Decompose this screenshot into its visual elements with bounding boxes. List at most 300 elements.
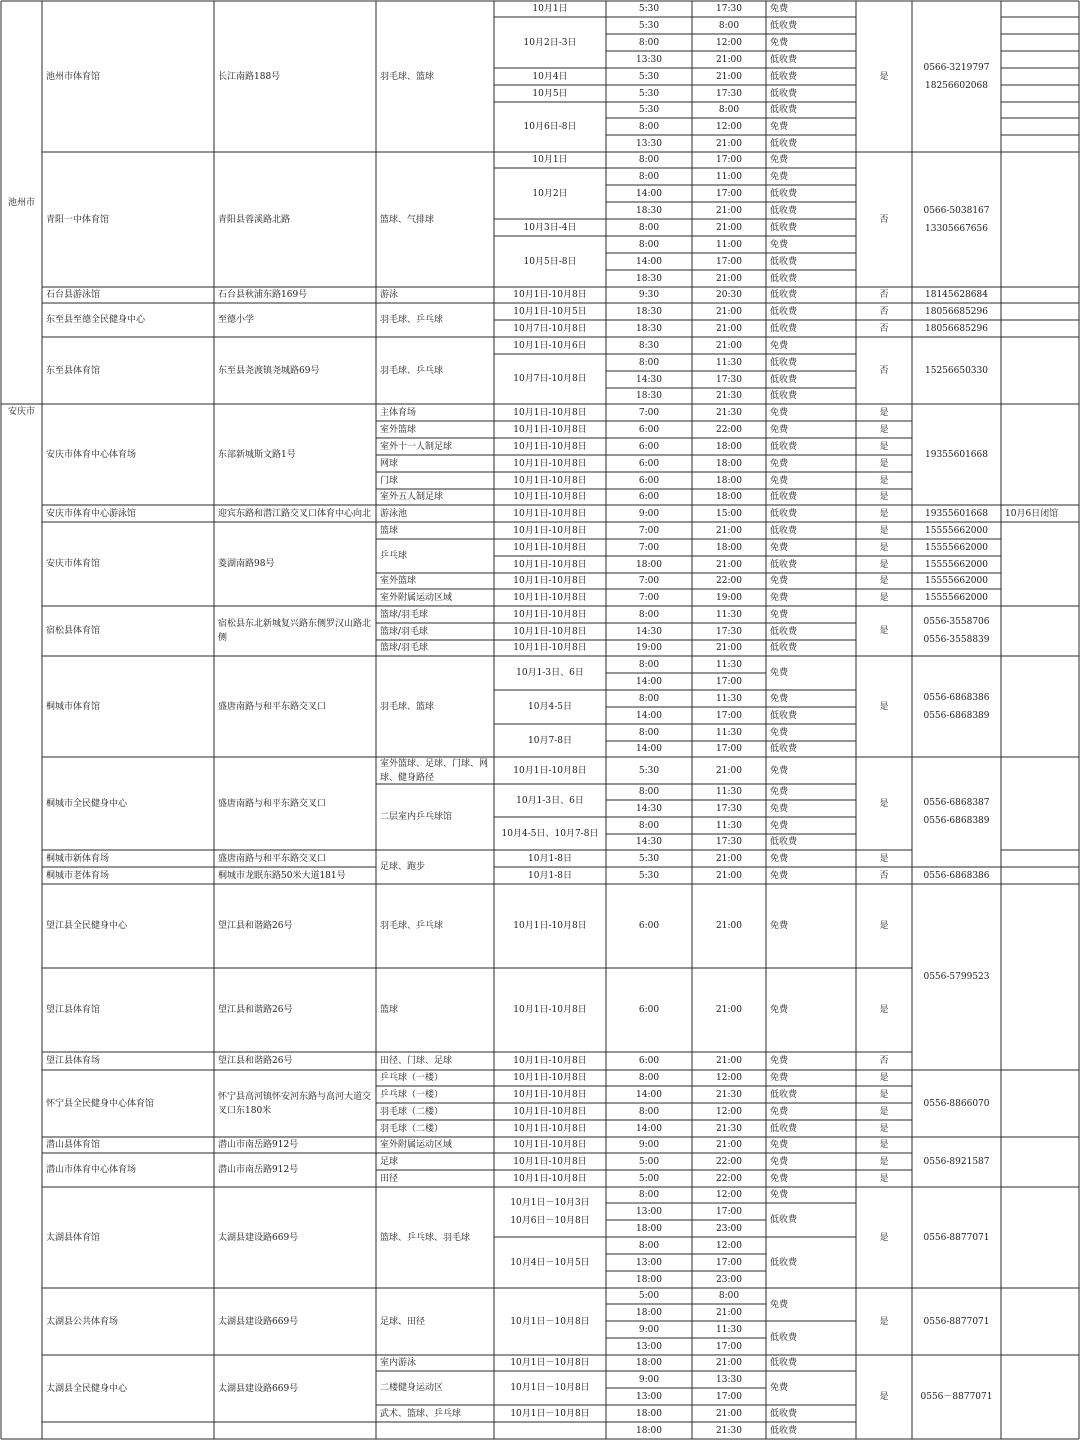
fee-cell: 免费 — [770, 921, 789, 931]
close-time-cell: 21:00 — [716, 323, 742, 334]
sport-cell: 主体育场 — [380, 407, 417, 418]
fee-cell: 低收费 — [770, 1333, 798, 1343]
venue-address-cell: 潜山市南岳路912号 — [218, 1165, 299, 1175]
sport-cell: 二楼健身运动区 — [380, 1383, 444, 1393]
sport-cell: 篮球、乒乓球、羽毛球 — [380, 1232, 471, 1243]
close-time-cell: 18:00 — [716, 458, 742, 469]
close-time-cell: 11:30 — [716, 609, 742, 620]
date-range-cell: 10月1日-10月8日 — [513, 508, 587, 519]
close-time-cell: 8:00 — [718, 105, 740, 115]
open-time-cell: 18:00 — [636, 1307, 662, 1318]
fee-cell: 免费 — [770, 693, 789, 704]
reservation-cell: 否 — [879, 290, 889, 300]
close-time-cell: 21:00 — [716, 340, 742, 351]
sport-cell: 羽毛球、篮球 — [380, 701, 435, 712]
date-range-cell: 10月1日-10月8日 — [513, 542, 587, 553]
open-time-cell: 14:00 — [636, 1089, 662, 1100]
date-range-cell: 10月1日-10月8日 — [513, 1106, 587, 1117]
close-time-cell: 21:00 — [716, 853, 742, 864]
open-time-cell: 9:00 — [638, 508, 660, 519]
phone-cell: 15555662000 — [925, 576, 988, 586]
close-time-cell: 11:00 — [716, 171, 742, 182]
open-time-cell: 18:00 — [636, 1408, 662, 1419]
open-time-cell: 18:30 — [636, 306, 662, 317]
date-range-cell: 10月1日-10月8日 — [513, 407, 587, 418]
open-time-cell: 5:30 — [638, 765, 660, 776]
date-range-cell: 10月1日－10月8日 — [510, 1383, 590, 1393]
fee-cell: 低收费 — [770, 374, 798, 385]
date-range-cell: 10月1日-10月8日 — [513, 424, 587, 435]
close-time-cell: 17:00 — [716, 676, 742, 687]
close-time-cell: 21:30 — [716, 1123, 742, 1134]
open-time-cell: 7:00 — [638, 525, 660, 536]
close-time-cell: 11:30 — [716, 357, 742, 368]
date-range-cell: 10月2日 — [532, 188, 568, 199]
fee-cell: 低收费 — [770, 323, 798, 334]
sport-cell: 篮球、气排球 — [380, 214, 435, 225]
fee-cell: 低收费 — [770, 1257, 798, 1268]
reservation-cell: 是 — [879, 1316, 889, 1327]
date-range-cell: 10月1日 — [532, 4, 568, 14]
open-time-cell: 8:00 — [638, 121, 660, 132]
open-time-cell: 18:30 — [636, 323, 662, 334]
phone-cell: 19355601668 — [925, 508, 988, 519]
venue-address-cell: 望江县和谐路26号 — [218, 921, 293, 931]
open-time-cell: 5:30 — [638, 20, 660, 31]
open-time-cell: 8:00 — [638, 1240, 660, 1251]
close-time-cell: 17:00 — [716, 1391, 742, 1402]
fee-cell: 低收费 — [770, 1408, 798, 1419]
venue-address-cell: 太湖县建设路669号 — [218, 1316, 299, 1327]
date-range-cell: 10月6日-8日 — [523, 122, 577, 132]
fee-cell: 低收费 — [770, 306, 798, 317]
close-time-cell: 12:00 — [716, 1240, 742, 1251]
date-range-cell: 10月1日-10月8日 — [513, 1073, 587, 1083]
date-range-cell: 10月1-3日、6日 — [516, 668, 584, 678]
fee-cell: 免费 — [770, 458, 789, 469]
reservation-cell: 是 — [879, 424, 889, 435]
open-time-cell: 14:30 — [636, 837, 662, 847]
close-time-cell: 21:00 — [716, 643, 742, 653]
fee-cell: 免费 — [770, 576, 789, 586]
fee-cell: 低收费 — [770, 559, 798, 570]
venue-name-cell: 桐城市新体育场 — [46, 853, 110, 864]
fee-cell: 免费 — [770, 1156, 789, 1167]
close-time-cell: 12:00 — [716, 1106, 742, 1117]
fee-cell: 低收费 — [770, 138, 798, 149]
fee-cell: 免费 — [770, 407, 789, 418]
date-range-cell: 10月2日-3日 — [523, 37, 577, 48]
open-time-cell: 9:30 — [638, 290, 660, 300]
phone-cell: 0556-6868386 — [923, 870, 990, 881]
open-time-cell: 18:00 — [636, 559, 662, 570]
venue-name-cell: 池州市体育馆 — [46, 71, 101, 82]
venue-name-cell: 安庆市体育馆 — [46, 559, 101, 569]
date-range-cell: 10月1日-10月8日 — [513, 492, 587, 502]
close-time-cell: 15:00 — [716, 508, 742, 519]
sport-cell: 篮球/羽毛球 — [380, 626, 429, 637]
reservation-cell: 否 — [879, 214, 889, 225]
close-time-cell: 22:00 — [716, 424, 742, 435]
open-time-cell: 8:00 — [638, 222, 660, 233]
close-time-cell: 21:00 — [716, 222, 742, 233]
sport-cell: 足球 — [380, 1156, 399, 1167]
open-time-cell: 5:00 — [638, 1156, 660, 1167]
date-range-cell: 10月1日－10月3日 10月6日－10月8日 — [510, 1198, 590, 1226]
close-time-cell: 21:00 — [716, 1140, 742, 1150]
sport-cell: 室外篮球、足球、门球、网球、健身路径 — [380, 758, 489, 783]
reservation-cell: 是 — [879, 1232, 889, 1243]
open-time-cell: 13:00 — [636, 1206, 662, 1217]
fee-cell: 低收费 — [770, 357, 798, 368]
date-range-cell: 10月4日－10月5日 — [510, 1257, 590, 1268]
sport-cell: 田径 — [380, 1173, 399, 1184]
date-range-cell: 10月1日-10月6日 — [513, 340, 587, 351]
fee-cell: 免费 — [770, 853, 789, 864]
venue-address-cell: 桐城市龙眠东路50米大道181号 — [218, 870, 346, 881]
fee-cell: 免费 — [770, 592, 789, 603]
venue-name-cell: 安庆市体育中心游泳馆 — [46, 508, 137, 519]
date-range-cell: 10月7日-10月8日 — [513, 374, 587, 384]
close-time-cell: 18:00 — [716, 441, 742, 452]
open-time-cell: 8:00 — [638, 609, 660, 620]
fee-cell: 低收费 — [770, 1089, 798, 1100]
venue-address-cell: 望江县和谐路26号 — [218, 1056, 293, 1066]
fee-cell: 免费 — [770, 870, 789, 881]
close-time-cell: 23:00 — [716, 1274, 742, 1285]
reservation-cell: 是 — [879, 1005, 889, 1015]
fee-cell: 免费 — [770, 727, 789, 738]
sport-cell: 室外附属运动区域 — [380, 592, 453, 603]
phone-cell: 0556-5799523 — [923, 972, 990, 982]
phone-cell: 0556-8866070 — [923, 1098, 990, 1109]
open-time-cell: 8:00 — [638, 659, 660, 670]
open-time-cell: 6:00 — [638, 1005, 660, 1015]
fee-cell: 低收费 — [770, 508, 798, 519]
sport-cell: 篮球/羽毛球 — [380, 609, 429, 620]
close-time-cell: 11:30 — [716, 820, 742, 831]
open-time-cell: 9:00 — [638, 1324, 660, 1335]
phone-cell: 18056685296 — [925, 323, 988, 334]
close-time-cell: 22:00 — [716, 576, 742, 586]
date-range-cell: 10月5日-8日 — [523, 256, 577, 267]
venue-name-cell: 东至县至德全民健身中心 — [46, 315, 146, 325]
reservation-cell: 是 — [879, 542, 889, 553]
note-cell: 10月6日闭馆 — [1005, 508, 1059, 519]
reservation-cell: 否 — [879, 1056, 889, 1066]
close-time-cell: 17:30 — [716, 837, 742, 847]
date-range-cell: 10月1日-10月8日 — [513, 1173, 587, 1184]
date-range-cell: 10月1日-10月8日 — [513, 643, 587, 653]
open-time-cell: 7:00 — [638, 576, 660, 586]
close-time-cell: 11:30 — [716, 659, 742, 670]
open-time-cell: 14:00 — [636, 710, 662, 721]
open-time-cell: 5:30 — [638, 870, 660, 881]
fee-cell: 免费 — [770, 542, 789, 553]
open-time-cell: 18:00 — [636, 1274, 662, 1285]
fee-cell: 低收费 — [770, 222, 798, 233]
date-range-cell: 10月1日-10月8日 — [513, 458, 587, 469]
fee-cell: 低收费 — [770, 105, 798, 115]
sport-cell: 羽毛球、乒乓球 — [380, 365, 444, 376]
fee-cell: 低收费 — [770, 643, 798, 653]
open-time-cell: 5:30 — [638, 71, 660, 82]
close-time-cell: 11:30 — [716, 693, 742, 704]
reservation-cell: 是 — [879, 458, 889, 469]
open-time-cell: 18:00 — [636, 1223, 662, 1234]
close-time-cell: 18:00 — [716, 475, 742, 486]
venue-address-cell: 菱湖南路98号 — [218, 559, 275, 569]
close-time-cell: 21:00 — [716, 1005, 742, 1015]
sport-cell: 二层室内乒乓球馆 — [380, 812, 453, 822]
date-range-cell: 10月1日-10月8日 — [513, 1056, 587, 1066]
open-time-cell: 8:00 — [638, 693, 660, 704]
date-range-cell: 10月1日-10月8日 — [513, 475, 587, 486]
close-time-cell: 21:00 — [716, 1307, 742, 1318]
reservation-cell: 是 — [879, 1392, 889, 1402]
reservation-cell: 是 — [879, 1173, 889, 1184]
close-time-cell: 13:30 — [716, 1374, 742, 1385]
close-time-cell: 21:00 — [716, 1408, 742, 1419]
open-time-cell: 14:00 — [636, 744, 662, 754]
date-range-cell: 10月1日-10月8日 — [513, 1156, 587, 1167]
close-time-cell: 21:00 — [716, 1056, 742, 1066]
reservation-cell: 否 — [879, 323, 889, 334]
venue-name-cell: 潜山县体育馆 — [46, 1140, 101, 1150]
close-time-cell: 23:00 — [716, 1223, 742, 1234]
open-time-cell: 9:00 — [638, 1140, 660, 1150]
venue-address-cell: 至德小学 — [218, 315, 255, 325]
close-time-cell: 12:00 — [716, 1073, 742, 1083]
close-time-cell: 18:00 — [716, 492, 742, 502]
date-range-cell: 10月1日－10月8日 — [510, 1358, 590, 1368]
sport-cell: 游泳池 — [380, 508, 408, 519]
open-time-cell: 14:00 — [636, 676, 662, 687]
reservation-cell: 是 — [879, 1089, 889, 1100]
reservation-cell: 是 — [879, 441, 889, 452]
phone-cell: 0556-3558706 0556-3558839 — [923, 617, 990, 645]
fee-cell: 低收费 — [770, 71, 798, 82]
open-time-cell: 9:00 — [638, 1374, 660, 1385]
fee-cell: 低收费 — [770, 1358, 798, 1368]
close-time-cell: 11:00 — [716, 239, 742, 250]
sport-cell: 篮球/羽毛球 — [380, 643, 429, 653]
date-range-cell: 10月7-8日 — [528, 735, 572, 746]
close-time-cell: 21:00 — [716, 54, 742, 65]
phone-cell: 0556-8877071 — [923, 1232, 990, 1243]
venue-name-cell: 东至县体育馆 — [46, 365, 101, 376]
close-time-cell: 21:00 — [716, 870, 742, 881]
open-time-cell: 5:30 — [638, 105, 660, 115]
close-time-cell: 8:00 — [718, 1291, 740, 1301]
fee-cell: 低收费 — [770, 256, 798, 267]
date-range-cell: 10月1日-10月8日 — [513, 559, 587, 570]
fee-cell: 免费 — [770, 1299, 789, 1310]
sport-cell: 羽毛球、乒乓球 — [380, 921, 444, 931]
date-range-cell: 10月1-3日、6日 — [516, 795, 584, 806]
phone-cell: 0556-8921587 — [923, 1157, 990, 1167]
venue-address-cell: 青阳县蓉溪路北路 — [218, 214, 291, 225]
sport-cell: 羽毛球（二楼） — [380, 1123, 444, 1134]
close-time-cell: 17:30 — [716, 626, 742, 637]
date-range-cell: 10月5日 — [532, 88, 568, 99]
sport-cell: 乒乓球 — [380, 551, 408, 561]
fee-cell: 免费 — [770, 340, 789, 351]
open-time-cell: 8:00 — [638, 787, 660, 797]
close-time-cell: 21:00 — [716, 765, 742, 776]
phone-cell: 18145628684 — [925, 290, 988, 300]
venue-address-cell: 石台县秋浦东路169号 — [218, 290, 308, 300]
date-range-cell: 10月1日－10月8日 — [510, 1408, 590, 1419]
open-time-cell: 6:00 — [638, 458, 660, 469]
close-time-cell: 17:00 — [716, 1257, 742, 1268]
sport-cell: 室内游泳 — [380, 1358, 417, 1368]
close-time-cell: 17:30 — [716, 374, 742, 385]
fee-cell: 免费 — [770, 609, 789, 620]
open-time-cell: 13:30 — [636, 138, 662, 149]
venue-address-cell: 长江南路188号 — [218, 71, 281, 82]
open-time-cell: 6:00 — [638, 424, 660, 435]
close-time-cell: 17:00 — [716, 1206, 742, 1217]
reservation-cell: 是 — [879, 853, 889, 864]
sport-cell: 篮球 — [380, 525, 399, 536]
venue-address-cell: 宿松县东北新城复兴路东侧罗汉山路北侧 — [218, 619, 372, 643]
date-range-cell: 10月1日-10月8日 — [513, 1089, 587, 1100]
phone-cell: 0556－8877071 — [920, 1392, 993, 1402]
venue-name-cell: 望江县体育场 — [46, 1056, 101, 1066]
sport-cell: 足球、跑步 — [380, 862, 426, 872]
venue-address-cell: 望江县和谐路26号 — [218, 1005, 293, 1015]
date-range-cell: 10月1日－10月8日 — [510, 1316, 590, 1327]
close-time-cell: 21:30 — [716, 1089, 742, 1100]
phone-cell: 15555662000 — [925, 559, 988, 570]
close-time-cell: 21:00 — [716, 205, 742, 216]
fee-cell: 低收费 — [770, 205, 798, 216]
open-time-cell: 8:00 — [638, 1073, 660, 1083]
close-time-cell: 21:00 — [716, 1358, 742, 1368]
open-time-cell: 18:00 — [636, 1358, 662, 1368]
open-time-cell: 6:00 — [638, 492, 660, 502]
date-range-cell: 10月1日-10月8日 — [513, 921, 587, 931]
fee-cell: 免费 — [770, 171, 789, 182]
venue-name-cell: 安庆市体育中心体育场 — [46, 449, 137, 460]
close-time-cell: 17:00 — [716, 188, 742, 199]
fee-cell: 低收费 — [770, 290, 798, 300]
open-time-cell: 5:30 — [638, 853, 660, 864]
close-time-cell: 17:00 — [716, 1341, 742, 1352]
reservation-cell: 是 — [879, 525, 889, 536]
venue-name-cell: 潜山市体育中心体育场 — [46, 1165, 137, 1175]
open-time-cell: 18:00 — [636, 1425, 662, 1436]
venue-address-cell: 怀宁县高河镇怀安河东路与高河大道交叉口东180米 — [218, 1091, 372, 1116]
sport-cell: 羽毛球、篮球 — [380, 71, 435, 82]
open-time-cell: 8:00 — [638, 37, 660, 48]
reservation-cell: 否 — [879, 306, 889, 317]
venue-name-cell: 桐城市体育馆 — [46, 701, 101, 712]
close-time-cell: 21:30 — [716, 407, 742, 418]
fee-cell: 免费 — [770, 1190, 789, 1200]
city-cell: 安庆市 — [7, 407, 35, 417]
date-range-cell: 10月4日 — [532, 71, 568, 82]
open-time-cell: 7:00 — [638, 407, 660, 418]
open-time-cell: 13:00 — [636, 1257, 662, 1268]
open-time-cell: 8:00 — [638, 727, 660, 738]
venue-address-cell: 东至县尧渡镇尧城路69号 — [218, 365, 320, 376]
open-time-cell: 8:30 — [638, 340, 660, 351]
venue-address-cell: 潜山市南岳路912号 — [218, 1140, 299, 1150]
date-range-cell: 10月7日-10月8日 — [513, 323, 587, 334]
sport-cell: 室外附属运动区域 — [380, 1140, 453, 1150]
venue-address-cell: 太湖县建设路669号 — [218, 1383, 299, 1394]
sport-cell: 室外篮球 — [380, 424, 417, 435]
open-time-cell: 14:00 — [636, 188, 662, 199]
reservation-cell: 是 — [879, 798, 889, 809]
close-time-cell: 12:00 — [716, 1190, 742, 1200]
close-time-cell: 8:00 — [718, 20, 740, 31]
open-time-cell: 19:00 — [636, 643, 662, 653]
open-time-cell: 18:30 — [636, 273, 662, 284]
fee-cell: 低收费 — [770, 20, 798, 31]
close-time-cell: 11:30 — [716, 727, 742, 738]
venue-name-cell: 石台县游泳馆 — [46, 290, 101, 300]
close-time-cell: 22:00 — [716, 1156, 742, 1167]
phone-cell: 15555662000 — [925, 542, 988, 553]
open-time-cell: 8:00 — [638, 239, 660, 250]
date-range-cell: 10月1日-10月8日 — [513, 1123, 587, 1134]
reservation-cell: 是 — [879, 921, 889, 931]
venue-name-cell: 桐城市全民健身中心 — [46, 798, 128, 809]
open-time-cell: 8:00 — [638, 171, 660, 182]
reservation-cell: 是 — [879, 1123, 889, 1134]
date-range-cell: 10月4-5日 — [528, 702, 572, 712]
phone-cell: 19355601668 — [925, 449, 988, 460]
phone-cell: 0556-8877071 — [923, 1316, 990, 1327]
fee-cell: 低收费 — [770, 710, 798, 721]
open-time-cell: 5:30 — [638, 4, 660, 14]
date-range-cell: 10月1日-10月8日 — [513, 1005, 587, 1015]
reservation-cell: 是 — [879, 626, 889, 636]
close-time-cell: 18:00 — [716, 542, 742, 553]
open-time-cell: 6:00 — [638, 1056, 660, 1066]
close-time-cell: 17:30 — [716, 803, 742, 814]
close-time-cell: 22:00 — [716, 1173, 742, 1184]
fee-cell: 免费 — [770, 155, 789, 165]
phone-cell: 15555662000 — [925, 525, 988, 536]
date-range-cell: 10月1日-10月8日 — [513, 626, 587, 637]
fee-cell: 低收费 — [770, 441, 798, 452]
fee-cell: 低收费 — [770, 273, 798, 284]
close-time-cell: 11:30 — [716, 1324, 742, 1335]
close-time-cell: 21:00 — [716, 525, 742, 536]
open-time-cell: 5:00 — [638, 1291, 660, 1301]
date-range-cell: 10月1-8日 — [528, 870, 572, 881]
close-time-cell: 20:30 — [716, 290, 742, 300]
date-range-cell: 10月4-5日、10月7-8日 — [501, 828, 599, 839]
reservation-cell: 是 — [879, 492, 889, 502]
venue-address-cell: 迎宾东路和潜江路交叉口体育中心向北 — [218, 508, 372, 519]
venue-name-cell: 太湖县体育馆 — [46, 1232, 101, 1243]
city-cell: 池州市 — [7, 197, 35, 208]
date-range-cell: 10月1日-10月8日 — [513, 525, 587, 536]
reservation-cell: 是 — [879, 475, 889, 486]
reservation-cell: 是 — [879, 508, 889, 519]
fee-cell: 低收费 — [770, 626, 798, 637]
fee-cell: 免费 — [770, 1106, 789, 1117]
venue-address-cell: 盛唐南路与和平东路交叉口 — [218, 853, 327, 864]
venue-name-cell: 怀宁县全民健身中心体育馆 — [46, 1098, 155, 1109]
open-time-cell: 5:30 — [638, 88, 660, 99]
open-time-cell: 18:30 — [636, 205, 662, 216]
